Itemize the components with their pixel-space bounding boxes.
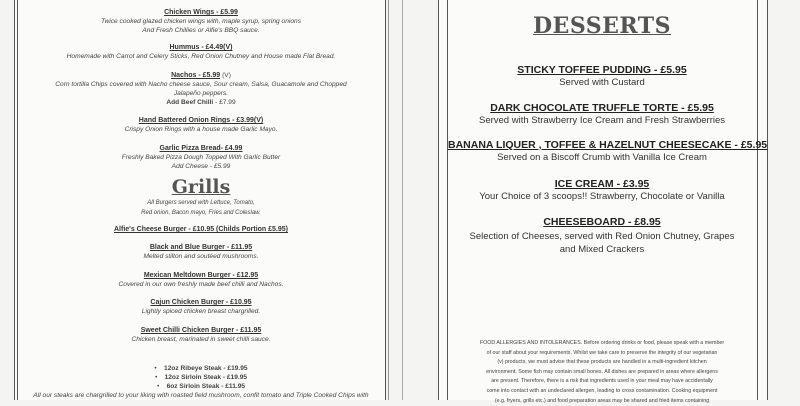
item-title: Nachos - £5.99 bbox=[171, 72, 221, 79]
item-desc: Your Choice of 3 scoops!! Strawberry, Chocolate or Vanilla bbox=[479, 191, 725, 202]
vegetarian-tag: (V) bbox=[222, 72, 231, 79]
item-desc: Selection of Cheeses, served with Red Onion Chutney, Grapes bbox=[469, 231, 735, 242]
item-desc: And Fresh Chillies or Alfie's BBQ sauce. bbox=[142, 27, 260, 34]
item-desc: Served on a Biscoff Crumb with Vanilla Ice Cream bbox=[497, 152, 707, 163]
item-desc: Covered in our own freshly made beef chilli and Nachos. bbox=[118, 281, 284, 288]
menu-item bbox=[18, 326, 384, 344]
item-desc: Served with Strawberry Ice Cream and Fresh Strawberries bbox=[478, 115, 726, 126]
menu-item bbox=[18, 8, 384, 35]
allergy-line: are present. Therefore, there is a risk that ingredients used in your meal may have accidentally bbox=[491, 378, 713, 385]
item-desc: and Mixed Crackers bbox=[559, 243, 645, 255]
item-desc: Twice cooked glazed chicken wings with, maple syrup, spring onions bbox=[101, 18, 301, 25]
page-border bbox=[757, 0, 758, 400]
steak-list bbox=[18, 364, 384, 391]
steak-item: • 12oz Sirloin Steak - £19.95 bbox=[154, 374, 248, 381]
dessert-item bbox=[448, 178, 756, 204]
allergy-line: (e.g. fryers, grills etc.) and food preparation areas may be shared and fried items containing bbox=[494, 397, 710, 404]
item-title: Hand Battered Onion Rings - £3.99(V) bbox=[138, 117, 264, 124]
item-addon: Add Beef Chilli - £7.99 bbox=[166, 99, 236, 106]
item-desc: Crispy Onion Rings with a house made Garlic Mayo. bbox=[124, 126, 278, 133]
page-border bbox=[385, 0, 386, 400]
page-border bbox=[388, 0, 389, 400]
desserts-heading: DESSERTS bbox=[532, 13, 672, 39]
item-desc: Add Cheese - £5.99 bbox=[171, 163, 231, 170]
item-title: Garlic Pizza Bread- £4.99 bbox=[159, 145, 243, 152]
steak-note: All our steaks are chargrilled to your liking with roasted field mushroom, confit tomato and Triple Cooked Chips with bbox=[33, 392, 369, 399]
item-title: ICE CREAM - £3.95 bbox=[554, 178, 650, 190]
allergy-line: environment. Some fish may contain small bones. All dishes are prepared in areas where allergens bbox=[486, 368, 718, 375]
desserts-page bbox=[448, 0, 768, 404]
item-desc: Melted stilton and soutéed mushrooms. bbox=[143, 253, 259, 260]
dessert-item bbox=[448, 216, 756, 256]
item-desc: Chicken breast, marinated in sweet chilli sauce. bbox=[131, 336, 271, 343]
menu-item bbox=[18, 298, 384, 316]
starters-and-grills bbox=[18, 0, 384, 400]
menu-item bbox=[18, 144, 384, 171]
allergy-line: come into contact with an undeclared allergen, leading to cross contamination. Cooking equipment bbox=[486, 387, 718, 394]
page-border bbox=[767, 0, 768, 400]
page-border bbox=[438, 0, 439, 400]
item-title: DARK CHOCOLATE TRUFFLE TORTE - £5.95 bbox=[490, 102, 714, 114]
item-desc: Corn tortilla Chips covered with Nacho cheese sauce, Sour cream, Salsa, Guacamole and Chopped bbox=[55, 81, 347, 88]
menu-item bbox=[18, 71, 384, 107]
item-desc: Homemade with Carrot and Celery Sticks, Red Onion Chutney and House made Flat Bread. bbox=[66, 53, 336, 60]
item-title: Cajun Chicken Burger - £10.95 bbox=[150, 299, 252, 306]
dessert-item bbox=[448, 64, 756, 90]
item-title: BANANA LIQUER , TOFFEE & HAZELNUT CHEESECAKE - £5.95 bbox=[448, 139, 768, 151]
allergy-notice bbox=[448, 339, 756, 406]
page-border bbox=[14, 0, 15, 400]
intro-line: All Burgers served with Lettuce, Tomato, bbox=[147, 200, 255, 206]
item-desc: Freshly Baked Pizza Dough Topped With Garlic Butter bbox=[121, 154, 281, 161]
allergy-line: of our staff about your requirements. Whilst we take care to preserve the integrity of our vegetarian bbox=[486, 349, 718, 356]
menu-item bbox=[18, 271, 384, 289]
dessert-item bbox=[448, 102, 756, 128]
steak-item: • 6oz Sirloin Steak - £11.95 bbox=[156, 383, 246, 390]
item-title: Chicken Wings - £5.99 bbox=[164, 9, 238, 16]
grills-intro bbox=[18, 198, 384, 218]
allergy-line: (v) products, we must advise that these products are handled in a multi-ingredient kitchen bbox=[497, 359, 707, 366]
dessert-item bbox=[448, 139, 768, 165]
item-title: Sweet Chilli Chicken Burger - £11.95 bbox=[140, 327, 262, 334]
item-title: Alfie's Cheese Burger - £10.95 (Childs Portion £5.95) bbox=[114, 226, 288, 233]
item-title: CHEESEBOARD - £8.95 bbox=[543, 216, 661, 228]
menu-item bbox=[18, 43, 384, 61]
grills-heading: Grills bbox=[171, 176, 231, 198]
item-title: Hummus - £4.49(V) bbox=[169, 44, 233, 51]
steak-item: • 12oz Ribeye Steak - £19.95 bbox=[154, 365, 248, 372]
item-desc: Served with Custard bbox=[559, 77, 645, 88]
menu-item bbox=[18, 116, 384, 134]
menu-item bbox=[18, 243, 384, 261]
menu-item bbox=[18, 225, 384, 234]
item-title: Black and Blue Burger - £11.95 bbox=[149, 244, 253, 251]
intro-line: Red onion, Bacon mayo, Fries and Coleslaw. bbox=[141, 210, 261, 216]
item-desc: Jalapeño peppers. bbox=[173, 90, 229, 97]
page-border bbox=[402, 0, 403, 400]
item-desc: Lightly spiced chicken breast chargrilled. bbox=[141, 308, 261, 315]
allergy-line: FOOD ALLERGIES AND INTOLERANCES. Before ordering drinks or food, please speak with a member bbox=[479, 340, 725, 346]
item-title: STICKY TOFFEE PUDDING - £5.95 bbox=[517, 64, 687, 76]
item-title: Mexican Meltdown Burger - £12.95 bbox=[143, 272, 259, 279]
